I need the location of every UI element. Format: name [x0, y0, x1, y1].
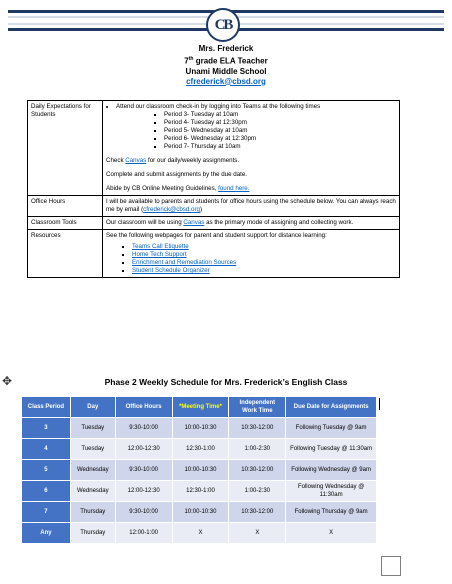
resource-link[interactable]: Enrichment and Remediation Sources	[132, 259, 237, 266]
resources-content	[103, 230, 400, 278]
schedule-cell: Wednesday	[71, 481, 115, 501]
schedule-cell: 9:30-10:00	[116, 460, 172, 480]
guidelines-link[interactable]: found here.	[218, 185, 250, 192]
schedule-cell: X	[173, 523, 229, 543]
schedule-cell: 10:30-12:00	[229, 418, 285, 438]
teacher-title: 7th grade ELA Teacher	[184, 56, 268, 66]
schedule-row	[22, 460, 376, 480]
office-hours-row	[28, 196, 400, 217]
class-period-cell: 6	[22, 481, 70, 501]
resource-link-item	[132, 267, 396, 275]
resource-links-list	[106, 243, 396, 275]
resources-row	[28, 230, 400, 278]
checkin-periods-list	[106, 111, 396, 151]
schedule-row	[22, 418, 376, 438]
classroom-tools-label: Classroom Tools	[28, 217, 103, 230]
classroom-tools-content: Our classroom will be using Canvas as the primary mode of assigning and collecting work.	[103, 217, 400, 230]
district-logo: CB	[206, 8, 240, 42]
schedule-cell: 12:30-1:00	[173, 481, 229, 501]
resource-link[interactable]: Teams Call Etiquette	[132, 243, 189, 250]
schedule-cell: 10:00-10:30	[173, 460, 229, 480]
schedule-cell: Thursday	[71, 502, 115, 522]
office-email-link[interactable]: cfrederick@cbsd.org	[143, 206, 200, 213]
schedule-cell: 10:30-12:00	[229, 502, 285, 522]
schedule-cell: Thursday	[71, 523, 115, 543]
teacher-name: Mrs. Frederick	[198, 44, 254, 53]
text-cursor	[379, 398, 380, 410]
schedule-cell: 10:30-12:00	[229, 460, 285, 480]
schedule-header-cell: *Meeting Time*	[173, 397, 229, 417]
schedule-row	[22, 523, 376, 543]
schedule-cell: Tuesday	[71, 439, 115, 459]
school-name: Unami Middle School	[185, 66, 267, 76]
schedule-header-cell: Office Hours	[116, 397, 172, 417]
schedule-cell: 12:00-1:00	[116, 523, 172, 543]
schedule-cell: Following Tuesday @ 9am	[286, 418, 376, 438]
schedule-cell: 12:00-12:30	[116, 439, 172, 459]
schedule-cell: X	[286, 523, 376, 543]
complete-text: Complete and submit assignments by the due date.	[106, 171, 248, 178]
checkin-period-item: ▪ Period 3- Tuesday at 10am	[164, 111, 396, 119]
expectations-table	[27, 100, 400, 278]
class-period-cell: Any	[22, 523, 70, 543]
daily-expectations-row	[28, 101, 400, 196]
schedule-cell: 12:00-12:30	[116, 481, 172, 501]
class-period-cell: 7	[22, 502, 70, 522]
abide-text: Abide by CB Online Meeting Guidelines, found here.	[106, 185, 250, 192]
schedule-header-cell: Day	[71, 397, 115, 417]
resource-link-item	[132, 259, 396, 267]
classroom-tools-row	[28, 217, 400, 230]
tools-canvas-link[interactable]: Canvas	[183, 219, 205, 226]
schedule-cell: 9:30-10:00	[116, 418, 172, 438]
teacher-header	[0, 44, 452, 87]
checkin-period-item: ▪ Period 6- Wednesday at 12:30pm	[164, 135, 396, 143]
schedule-cell: 10:00-10:30	[173, 418, 229, 438]
canvas-link[interactable]: Canvas	[125, 157, 147, 164]
checkbox-icon[interactable]	[381, 556, 401, 576]
schedule-title: Phase 2 Weekly Schedule for Mrs. Frederick’s English Class	[104, 377, 348, 387]
class-period-cell: 4	[22, 439, 70, 459]
resource-link-item	[132, 243, 396, 251]
class-period-cell: 5	[22, 460, 70, 480]
schedule-cell: X	[229, 523, 285, 543]
schedule-header-cell: Class Period	[22, 397, 70, 417]
checkin-period-item: ▪ Period 4- Tuesday at 12:30pm	[164, 119, 396, 127]
schedule-header-cell: Independent Work Time	[229, 397, 285, 417]
schedule-cell: Following Thursday @ 9am	[286, 502, 376, 522]
schedule-cell: 10:00-10:30	[173, 502, 229, 522]
daily-expectations-content	[103, 101, 400, 196]
schedule-row	[22, 502, 376, 522]
schedule-header-row	[22, 397, 376, 417]
daily-expectations-label: Daily Expectations for Students	[28, 101, 103, 196]
office-hours-content: I will be available to parents and students for office hours using the schedule below. You can always reach me by email (cfrederick@cbsd.org)	[103, 196, 400, 217]
schedule-cell: Following Wednesday @ 9am	[286, 460, 376, 480]
schedule-cell: 1:00-2:30	[229, 439, 285, 459]
schedule-cell: Following Wednesday @ 11:30am	[286, 481, 376, 501]
class-period-cell: 3	[22, 418, 70, 438]
schedule-header-cell: Due Date for Assignments	[286, 397, 376, 417]
teacher-email-link[interactable]: cfrederick@cbsd.org	[186, 76, 266, 86]
schedule-cell: Following Tuesday @ 11:30am	[286, 439, 376, 459]
weekly-schedule-table	[21, 396, 377, 544]
office-hours-label: Office Hours	[28, 196, 103, 217]
resources-intro: See the following webpages for parent and student support for distance learning:	[106, 232, 327, 239]
resource-link[interactable]: Student Schedule Organizer	[132, 267, 210, 274]
check-canvas-text: Check Canvas for our daily/weekly assignments.	[106, 157, 240, 164]
schedule-cell: 9:30-10:00	[116, 502, 172, 522]
move-handle-icon[interactable]: ✥	[2, 374, 13, 388]
schedule-cell: Wednesday	[71, 460, 115, 480]
resource-link[interactable]: Home Tech Support	[132, 251, 187, 258]
checkin-period-item: ▪ Period 5- Wednesday at 10am	[164, 127, 396, 135]
schedule-row	[22, 481, 376, 501]
checkin-intro: • Attend our classroom check-in by logging into Teams at the following times	[116, 103, 396, 111]
schedule-cell: 1:00-2:30	[229, 481, 285, 501]
schedule-cell: Tuesday	[71, 418, 115, 438]
resources-label: Resources	[28, 230, 103, 278]
schedule-row	[22, 439, 376, 459]
schedule-cell: 12:30-1:00	[173, 439, 229, 459]
checkin-period-item: ▪ Period 7- Thursday at 10am	[164, 143, 396, 151]
resource-link-item	[132, 251, 396, 259]
